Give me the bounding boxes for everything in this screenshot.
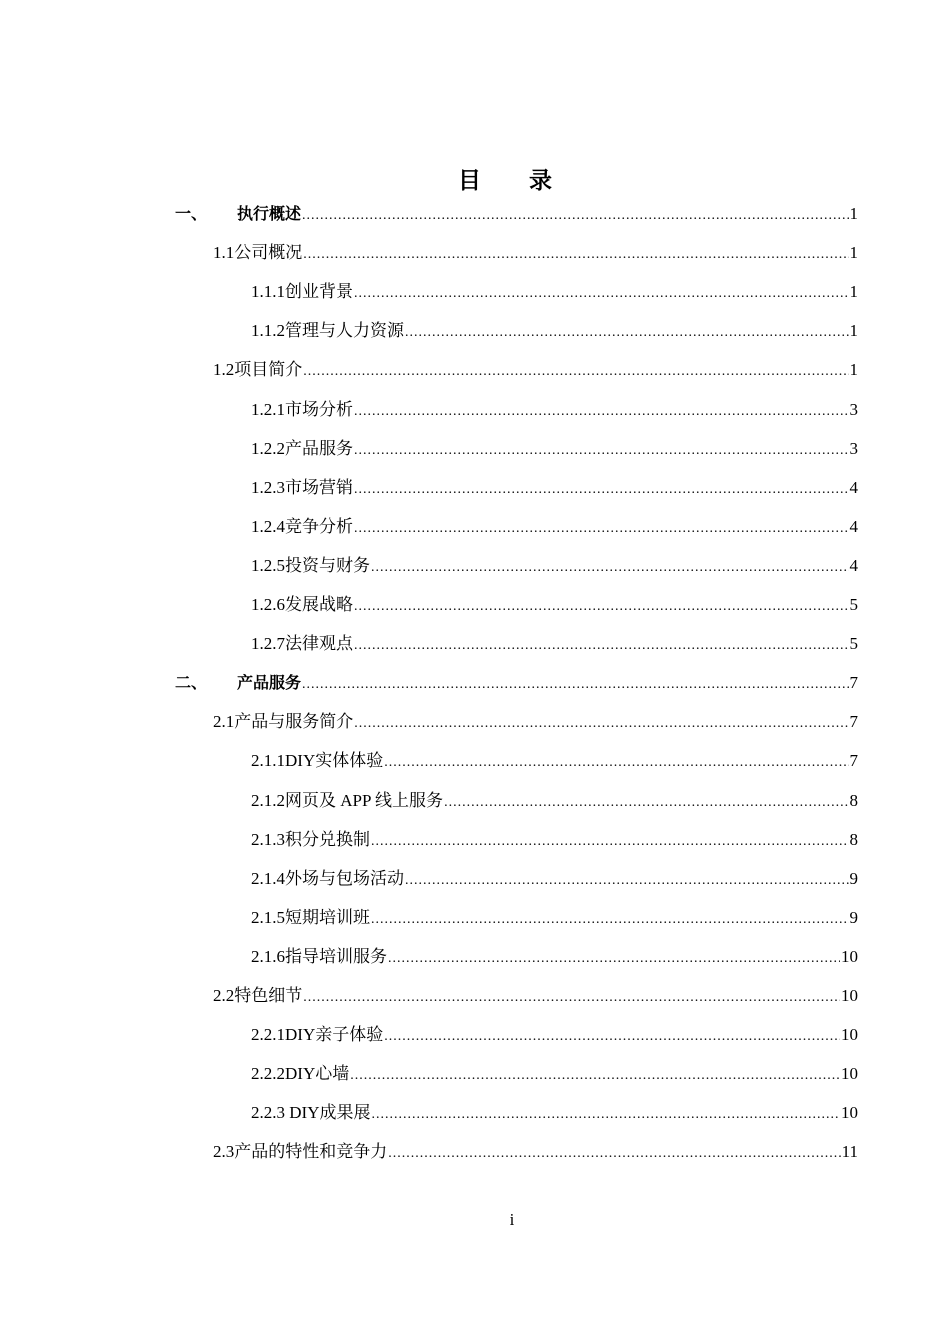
toc-entry-number: 2.1 — [213, 712, 235, 732]
toc-entry-title: 创业背景 — [285, 282, 353, 302]
toc-entry-title: 市场分析 — [285, 399, 353, 419]
toc-dot-leader — [371, 1103, 840, 1127]
toc-entry[interactable] — [0, 710, 858, 734]
toc-dot-leader — [371, 830, 849, 854]
toc-dot-leader — [444, 791, 848, 815]
toc-entry[interactable] — [0, 867, 858, 891]
toc-dot-leader — [384, 1025, 840, 1049]
toc-dot-leader — [405, 869, 849, 893]
toc-dot-leader — [354, 400, 849, 424]
toc-entry-page: 9 — [849, 868, 858, 888]
toc-entry-page: 5 — [849, 595, 858, 614]
toc-entry-title: 执行概述 — [237, 204, 302, 223]
toc-entry-page: 5 — [849, 634, 858, 654]
toc-entry[interactable] — [0, 241, 858, 265]
toc-entry-title: 实体体验 — [315, 751, 384, 771]
toc-entry-number: 2.1.1DIY — [251, 751, 316, 771]
toc-dot-leader — [302, 673, 848, 697]
toc-entry-page: 1 — [849, 360, 858, 380]
toc-entry[interactable] — [0, 319, 858, 343]
toc-entry-title: 公司概况 — [234, 243, 303, 263]
toc-entry-page: 1 — [849, 321, 858, 341]
toc-entry[interactable] — [0, 398, 858, 422]
toc-dot-leader — [388, 947, 840, 971]
toc-dot-leader — [354, 282, 849, 306]
toc-entry-title: 项目简介 — [234, 360, 303, 380]
toc-entry[interactable] — [0, 1023, 858, 1047]
toc-entry-number: 1.2.7 — [251, 634, 285, 654]
toc-entry[interactable] — [0, 945, 858, 969]
toc-dot-leader — [302, 204, 848, 228]
toc-entry-title: 网页及 APP 线上服务 — [285, 790, 444, 810]
toc-entry-number: 一、 — [175, 204, 208, 223]
toc-entry-number: 2.3 — [213, 1142, 235, 1162]
toc-entry-title: 心墙 — [315, 1064, 350, 1084]
toc-dot-leader — [354, 517, 849, 541]
toc-entry-number: 2.1.2 — [251, 790, 285, 810]
toc-entry-page: 4 — [849, 516, 858, 536]
toc-entry[interactable] — [0, 515, 858, 539]
toc-entry-page: 3 — [849, 399, 858, 419]
toc-entry-page: 10 — [841, 986, 858, 1005]
toc-entry-number: 1.2.6 — [251, 595, 285, 614]
toc-entry-page: 7 — [849, 751, 858, 771]
toc-entry-page: 1 — [849, 282, 858, 302]
toc-entry-page: 4 — [849, 477, 858, 497]
toc-entry-number: 2.1.4 — [251, 868, 285, 888]
toc-dot-leader — [354, 634, 849, 658]
toc-dot-leader — [354, 712, 848, 736]
toc-dot-leader — [405, 321, 849, 345]
toc-entry-number: 1.1.1 — [251, 282, 285, 302]
toc-entry-title: 亲子体验 — [315, 1025, 384, 1045]
toc-entry-number: 2.1.5 — [251, 907, 285, 927]
toc-entry[interactable] — [0, 437, 858, 461]
toc-entry-title: 短期培训班 — [285, 907, 370, 927]
toc-dot-leader — [303, 986, 840, 1010]
page-title: 目 录 — [457, 168, 572, 194]
toc-entry-number: 1.1.2 — [251, 321, 285, 341]
toc-entry-title: 外场与包场活动 — [285, 868, 404, 888]
toc-entry[interactable] — [0, 1062, 858, 1086]
toc-entry[interactable] — [0, 1101, 858, 1125]
toc-dot-leader — [354, 478, 849, 502]
toc-entry-page: 8 — [849, 790, 858, 810]
toc-entry-title: 特色细节 — [234, 986, 303, 1005]
toc-dot-leader — [371, 556, 849, 580]
page-number: i — [509, 1210, 515, 1229]
toc-entry-title: 投资与财务 — [285, 555, 370, 575]
toc-entry-title: 市场营销 — [285, 477, 353, 497]
toc-entry-page: 10 — [841, 1025, 858, 1045]
toc-entry-number: 2.1.6 — [251, 946, 285, 966]
toc-entry-number: 2.2.3 DIY — [251, 1103, 320, 1123]
toc-entry-number: 2.2.1DIY — [251, 1025, 316, 1045]
toc-entry-page: 7 — [849, 673, 858, 693]
toc-entry-title: 竞争分析 — [285, 516, 353, 536]
toc-entry[interactable] — [0, 984, 858, 1008]
toc-dot-leader — [350, 1064, 840, 1088]
toc-entry-title: 指导培训服务 — [285, 946, 387, 966]
toc-entry[interactable] — [0, 749, 858, 773]
toc-entry-page: 10 — [841, 1064, 858, 1084]
toc-dot-leader — [303, 243, 848, 267]
toc-entry-title: 管理与人力资源 — [285, 321, 404, 341]
toc-dot-leader — [371, 908, 849, 932]
toc-entry[interactable] — [0, 476, 858, 500]
toc-entry-page: 10 — [841, 946, 858, 966]
toc-entry-number: 二、 — [175, 673, 208, 693]
toc-entry[interactable] — [0, 671, 858, 695]
toc-entry-number: 2.2.2DIY — [251, 1064, 316, 1084]
toc-entry-number: 1.2.3 — [251, 477, 285, 497]
toc-entry-number: 1.2.2 — [251, 438, 285, 458]
toc-dot-leader — [354, 595, 849, 619]
toc-entry-title: 积分兑换制 — [285, 829, 370, 849]
toc-entry-title: 发展战略 — [285, 595, 353, 614]
toc-entry-number: 2.1.3 — [251, 829, 285, 849]
toc-entry[interactable] — [0, 789, 858, 813]
toc-dot-leader — [384, 751, 848, 775]
toc-entry-title: 法律观点 — [285, 634, 353, 654]
toc-entry-number: 1.2 — [213, 360, 235, 380]
toc-entry[interactable] — [0, 906, 858, 930]
toc-entry-page: 1 — [849, 204, 858, 223]
toc-entry-number: 1.2.4 — [251, 516, 285, 536]
toc-entry-title: 产品的特性和竞争力 — [234, 1142, 388, 1162]
toc-dot-leader — [303, 360, 848, 384]
toc-entry-page: 1 — [849, 243, 858, 263]
toc-entry-page: 7 — [849, 712, 858, 732]
toc-entry-title: 产品与服务简介 — [234, 712, 354, 732]
toc-dot-leader — [354, 439, 849, 463]
toc-entry-page: 3 — [849, 438, 858, 458]
toc-entry[interactable] — [0, 554, 858, 578]
toc-entry[interactable] — [0, 358, 858, 382]
toc-entry-number: 1.2.5 — [251, 555, 285, 575]
toc-entry[interactable] — [0, 593, 858, 617]
toc-entry-title: 产品服务 — [237, 673, 302, 693]
toc-entry-title: 成果展 — [319, 1103, 371, 1123]
toc-entry-page: 9 — [849, 907, 858, 927]
toc-entry-number: 2.2 — [213, 986, 235, 1005]
toc-entry[interactable] — [0, 202, 858, 226]
toc-entry[interactable] — [0, 1140, 858, 1164]
toc-entry[interactable] — [0, 828, 858, 852]
toc-entry-page: 10 — [841, 1103, 858, 1123]
toc-entry-page: 11 — [841, 1142, 858, 1162]
toc-entry-number: 1.1 — [213, 243, 235, 263]
toc-entry-page: 8 — [849, 829, 858, 849]
toc-entry-title: 产品服务 — [285, 438, 353, 458]
toc-entry-page: 4 — [849, 555, 858, 575]
toc-entry[interactable] — [0, 632, 858, 656]
toc-entry[interactable] — [0, 280, 858, 304]
toc-entry-number: 1.2.1 — [251, 399, 285, 419]
toc-dot-leader — [388, 1142, 840, 1166]
